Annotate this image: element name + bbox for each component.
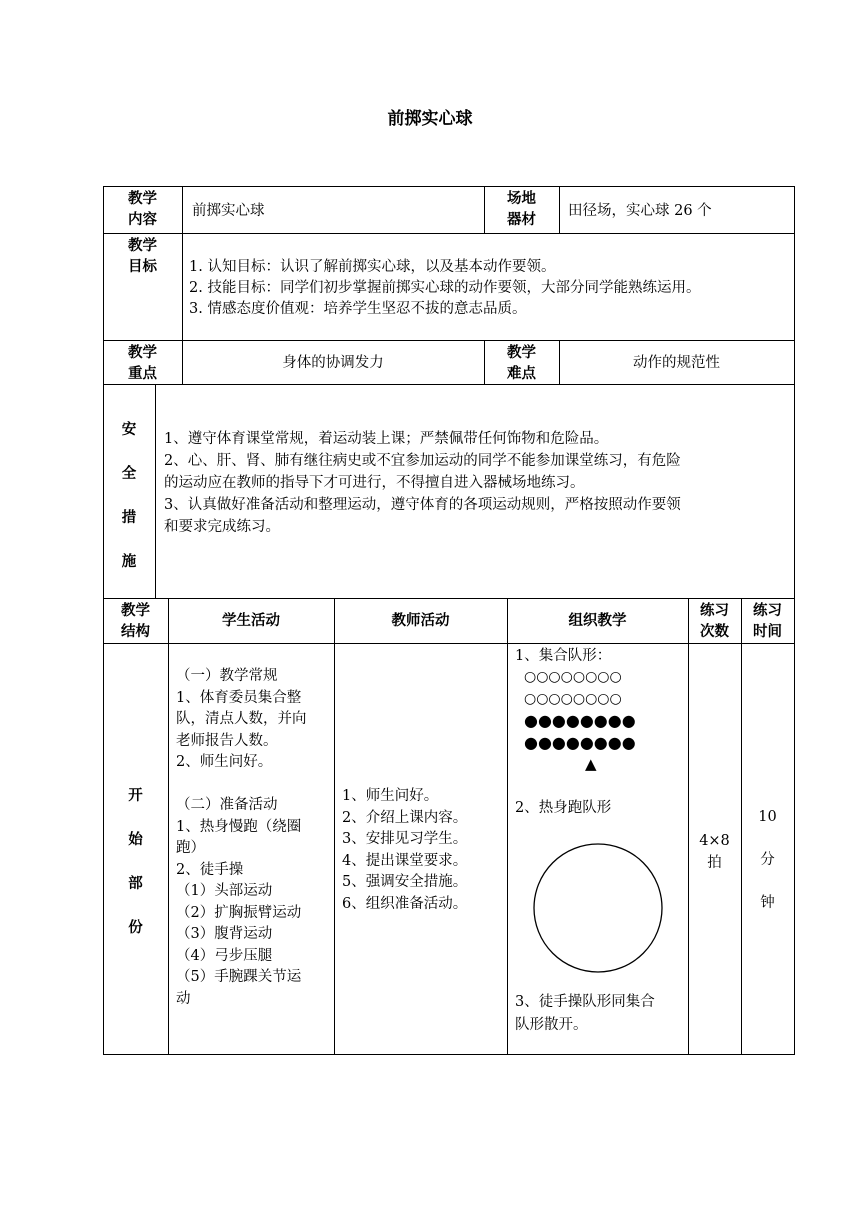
table-border-top (103, 186, 795, 187)
key-points-value: 身体的协调发力 (282, 355, 384, 371)
row-divider (103, 340, 795, 341)
col-divider (507, 598, 508, 1054)
student-line (176, 774, 307, 796)
practice-time: 10 分 钟 (758, 809, 777, 911)
row-divider (103, 598, 795, 599)
header-organize: 组织教学 (568, 612, 627, 629)
exercise-formation-note: 3、徒手操队形同集合 队形散开。 (515, 994, 655, 1033)
formation-row-students: ●●●●●●●● (524, 711, 636, 730)
goals-label: 教学 目标 (128, 237, 157, 275)
student-line: 跑） (176, 840, 205, 856)
formation-row-students: ●●●●●●●● (524, 733, 636, 752)
student-line: 1、体育委员集合整 (176, 689, 302, 706)
formation-row-students: ○○○○○○○○ (524, 669, 622, 685)
difficulty-value: 动作的规范性 (633, 355, 720, 371)
teacher-line: 1、师生问好。 (342, 788, 439, 804)
col-divider (688, 598, 689, 1054)
student-line: 1、热身慢跑（绕圈 (176, 818, 302, 835)
content-value: 前掷实心球 (192, 203, 265, 219)
venue-label: 场地 器材 (507, 190, 536, 228)
teacher-line: 5、强调安全措施。 (342, 874, 468, 890)
col-divider (334, 598, 335, 1054)
teacher-line: 3、安排见习学生。 (342, 831, 468, 847)
col-divider (155, 384, 156, 598)
goals-list (189, 257, 700, 320)
student-line: 动 (176, 990, 191, 1007)
safety-line: 和要求完成练习。 (164, 519, 280, 535)
safety-label: 安 全 措 施 (121, 421, 137, 570)
safety-text (164, 428, 681, 538)
safety-line: 2、心、肝、肾、肺有继往病史或不宜参加运动的同学不能参加课堂练习，有危险 (164, 453, 681, 469)
col-divider (182, 186, 183, 233)
goal-item: 2. 技能目标：同学们初步掌握前掷实心球的动作要领，大部分同学能熟练运用。 (189, 280, 701, 296)
student-line: （一）教学常规 (176, 668, 278, 684)
teacher-activity (342, 786, 467, 915)
student-line: （4）弓步压腿 (176, 947, 273, 964)
student-activity (176, 666, 307, 1010)
col-divider (168, 598, 169, 1054)
page-title: 前掷实心球 (387, 109, 473, 129)
safety-line: 的运动应在教师的指导下才可进行，不得擅自进入器械场地练习。 (164, 475, 585, 491)
row-divider (103, 643, 795, 644)
header-teacher: 教师活动 (391, 612, 450, 629)
student-line: 队，清点人数，并向 (176, 711, 307, 727)
row-divider (103, 384, 795, 385)
student-line: （3）腹背运动 (176, 926, 273, 942)
safety-line: 3、认真做好准备活动和整理运动，遵守体育的各项运动规则，严格按照动作要领 (164, 497, 681, 513)
warmup-formation-title: 2、热身跑队形 (515, 800, 612, 816)
table-border-right (794, 186, 795, 1055)
student-line: （二）准备活动 (176, 797, 278, 813)
student-line: （1）头部运动 (176, 883, 273, 899)
student-line: （5）手腕踝关节运 (176, 969, 302, 985)
student-line: （2）扩胸振臂运动 (176, 904, 302, 921)
key-points-label: 教学 重点 (128, 344, 157, 382)
goal-item: 3. 情感态度价值观：培养学生坚忍不拔的意志品质。 (189, 301, 527, 317)
section-label: 开 始 部 份 (128, 787, 143, 936)
teacher-line: 4、提出课堂要求。 (342, 852, 468, 869)
warmup-circle (534, 844, 662, 972)
formation-title: 1、集合队形： (515, 648, 612, 664)
table-border-bottom (103, 1054, 795, 1055)
student-line: 2、师生问好。 (176, 754, 273, 770)
header-structure: 教学 结构 (121, 602, 150, 640)
col-divider (182, 233, 183, 340)
student-line: 2、徒手操 (176, 861, 244, 878)
formation-row-students: ○○○○○○○○ (524, 691, 622, 707)
warmup-circle-diagram (530, 840, 666, 976)
teacher-marker: ▲ (585, 755, 597, 773)
header-time: 练习 时间 (753, 602, 782, 640)
venue-value: 田径场，实心球 26 个 (568, 203, 712, 219)
row-divider (103, 233, 795, 234)
header-student: 学生活动 (222, 612, 280, 629)
practice-count: 4×8 拍 (699, 833, 730, 871)
col-divider (559, 186, 560, 233)
content-label: 教学 内容 (128, 190, 157, 228)
student-line: 老师报告人数。 (176, 732, 278, 749)
safety-line: 1、遵守体育课堂常规，着运动装上课；严禁佩带任何饰物和危险品。 (164, 431, 609, 447)
header-count: 练习 次数 (700, 602, 729, 640)
teacher-line: 2、介绍上课内容。 (342, 809, 468, 826)
difficulty-label: 教学 难点 (507, 344, 536, 382)
goal-item: 1. 认知目标：认识了解前掷实心球，以及基本动作要领。 (189, 259, 556, 275)
teacher-line: 6、组织准备活动。 (342, 895, 468, 912)
